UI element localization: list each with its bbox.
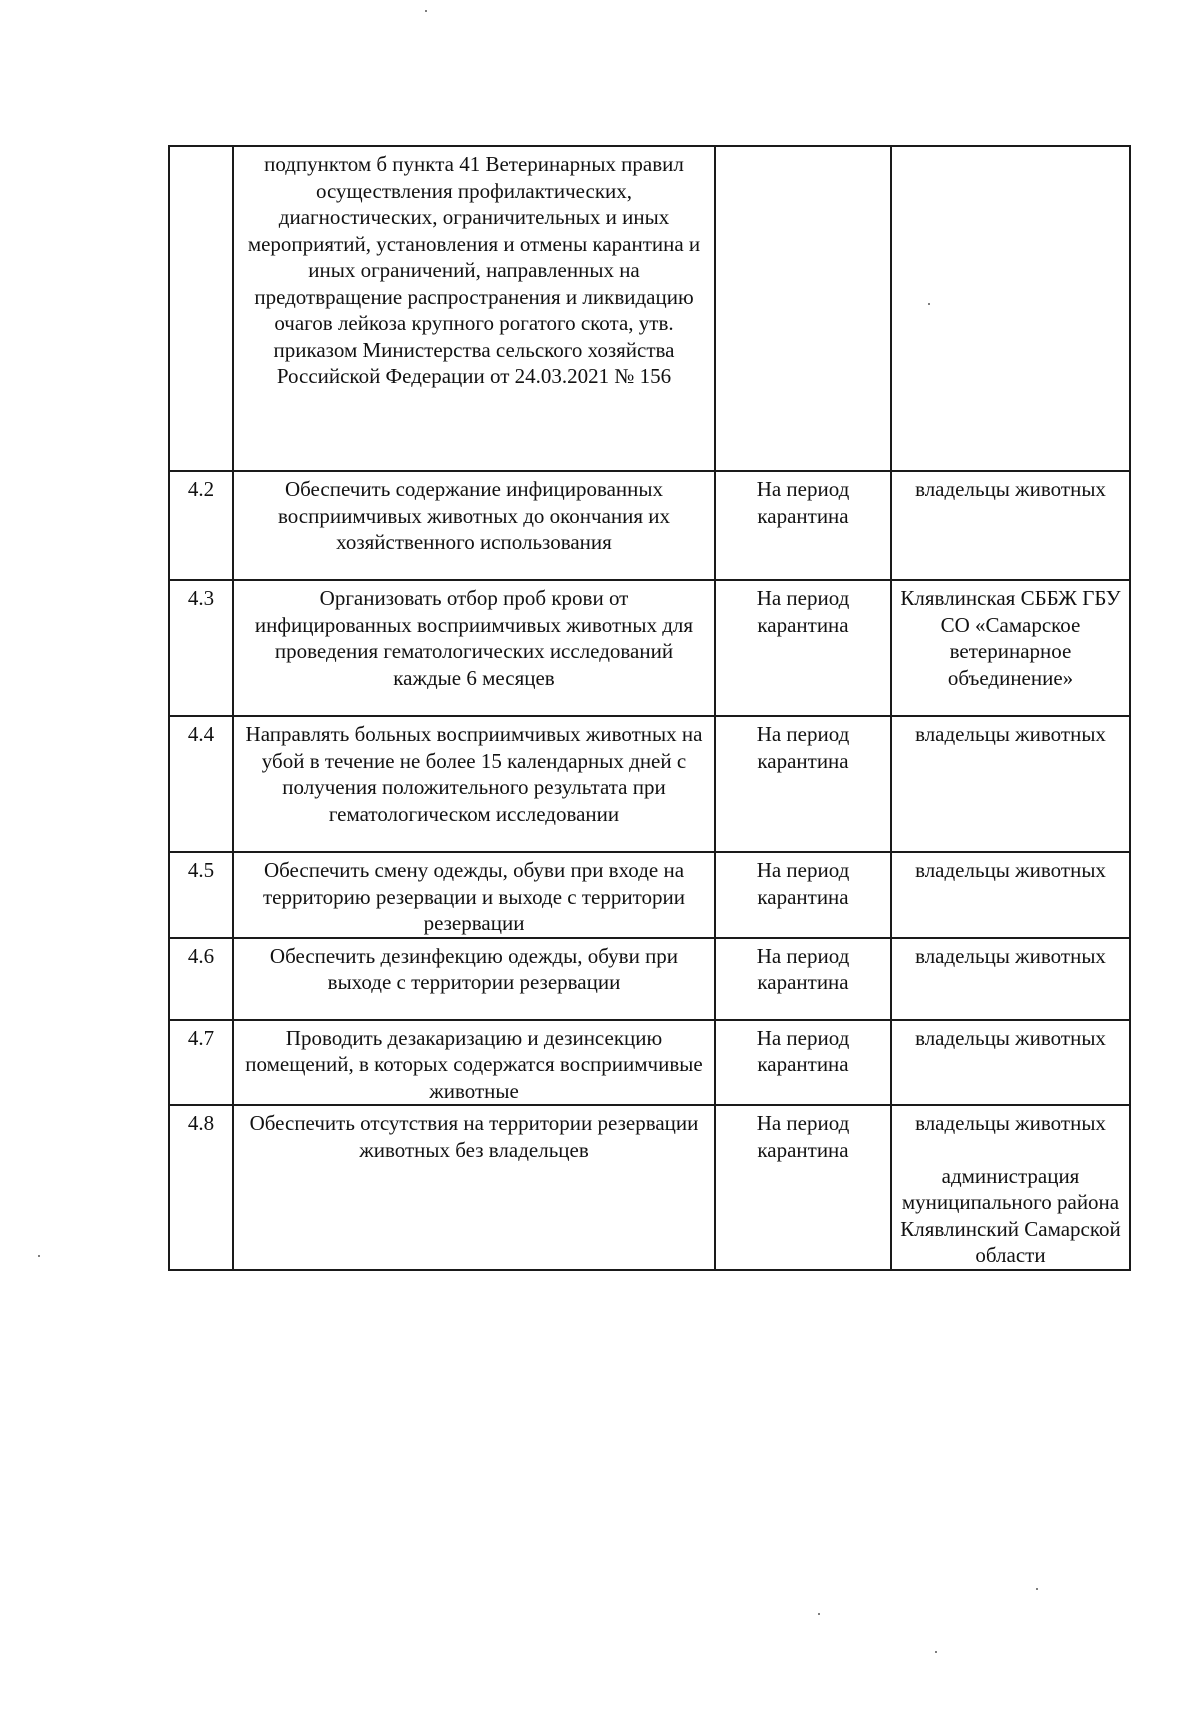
measure-text: Проводить дезакаризацию и дезинсекцию помещений, в которых содержатся восприимчивые животные xyxy=(233,1020,715,1106)
responsible-extra-text: администрация муниципального района Клявлинский Самарской области xyxy=(900,1163,1121,1267)
responsible-text: владельцы животных xyxy=(891,471,1130,580)
table-row xyxy=(169,471,1130,580)
table-row xyxy=(169,580,1130,716)
table-row xyxy=(169,716,1130,852)
row-number: 4.4 xyxy=(169,716,233,852)
period-text: На период карантина xyxy=(715,938,891,1020)
row-number: 4.2 xyxy=(169,471,233,580)
table-row xyxy=(169,1020,1130,1106)
measure-text: Организовать отбор проб крови от инфицированных восприимчивых животных для проведения гематологических исследований каждые 6 месяцев xyxy=(233,580,715,716)
measure-text: подпунктом б пункта 41 Ветеринарных правил осуществления профилактических, диагностических, ограничительных и иных мероприятий, установления и отмены карантина и иных ограничений, направленных на предотвращение распространения и ликвидацию очагов лейкоза крупного рогатого скота, утв. приказом Министерства сельского хозяйства Российской Федерации от 24.03.2021 № 156 xyxy=(233,146,715,471)
period-text: На период карантина xyxy=(715,716,891,852)
responsible-text: владельцы животных xyxy=(891,716,1130,852)
row-number: 4.5 xyxy=(169,852,233,938)
responsible-text: владельцы животных xyxy=(891,938,1130,1020)
row-number: 4.8 xyxy=(169,1105,233,1270)
responsible-cell xyxy=(891,1105,1130,1270)
scan-speck xyxy=(1036,1588,1038,1590)
period-text xyxy=(715,146,891,471)
scan-speck xyxy=(38,1255,40,1257)
row-number: 4.7 xyxy=(169,1020,233,1106)
measure-text: Обеспечить отсутствия на территории резервации животных без владельцев xyxy=(233,1105,715,1270)
scan-speck xyxy=(928,303,930,305)
scan-speck xyxy=(935,1651,937,1653)
measures-table xyxy=(168,145,1131,1271)
measure-text: Обеспечить содержание инфицированных восприимчивых животных до окончания их хозяйственного использования xyxy=(233,471,715,580)
table-row xyxy=(169,938,1130,1020)
table-row xyxy=(169,146,1130,471)
period-text: На период карантина xyxy=(715,471,891,580)
row-number xyxy=(169,146,233,471)
measure-text: Обеспечить дезинфекцию одежды, обуви при выходе с территории резервации xyxy=(233,938,715,1020)
period-text: На период карантина xyxy=(715,580,891,716)
period-text: На период карантина xyxy=(715,852,891,938)
responsible-text: владельцы животных xyxy=(891,1020,1130,1106)
scan-speck xyxy=(425,10,427,12)
responsible-text: владельцы животных xyxy=(891,852,1130,938)
scan-speck xyxy=(818,1613,820,1615)
row-number: 4.3 xyxy=(169,580,233,716)
table-row xyxy=(169,852,1130,938)
measure-text: Направлять больных восприимчивых животных на убой в течение не более 15 календарных дней с получения положительного результата при гематологическом исследовании xyxy=(233,716,715,852)
row-number: 4.6 xyxy=(169,938,233,1020)
responsible-text: Клявлинская СББЖ ГБУ СО «Самарское ветеринарное объединение» xyxy=(891,580,1130,716)
measure-text: Обеспечить смену одежды, обуви при входе на территорию резервации и выходе с территории резервации xyxy=(233,852,715,938)
period-text: На период карантина xyxy=(715,1020,891,1106)
table-row xyxy=(169,1105,1130,1270)
period-text: На период карантина xyxy=(715,1105,891,1270)
responsible-text xyxy=(891,146,1130,471)
responsible-text: владельцы животных xyxy=(915,1111,1106,1135)
